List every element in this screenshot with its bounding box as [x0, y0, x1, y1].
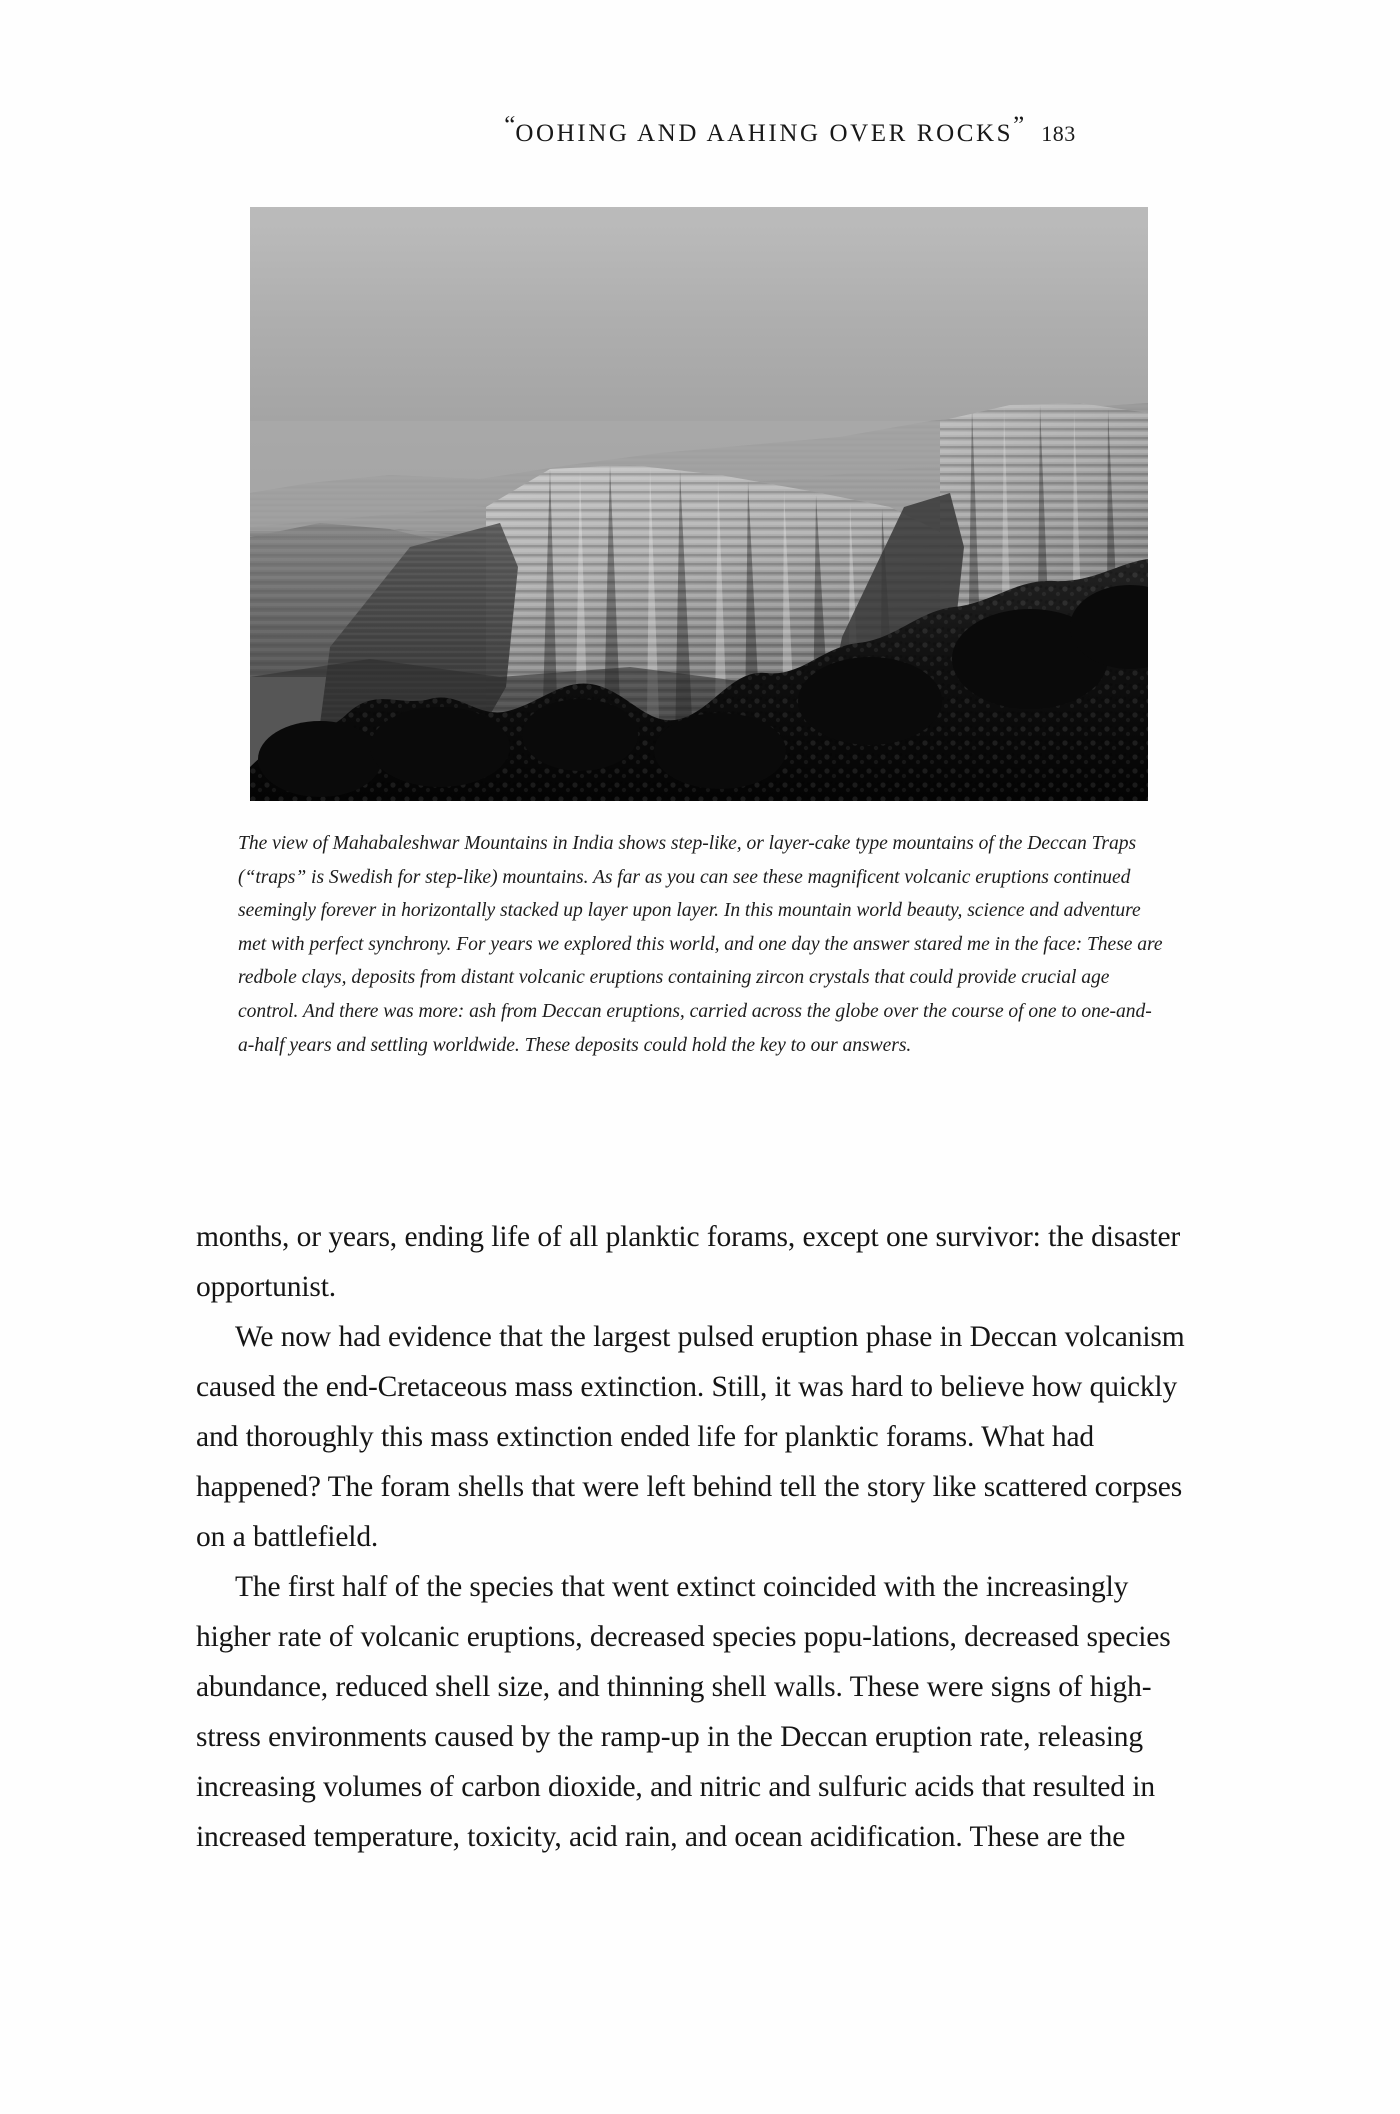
photograph-artwork	[250, 207, 1148, 801]
figure-caption: The view of Mahabaleshwar Mountains in India shows step-like, or layer-cake type mountains of the Deccan Traps (“traps” is Swedish for step-like) mountains. As far as you can see these magnificent volcanic eruptions continued seemingly forever in horizontally stacked up layer upon layer. In this mountain world beauty, science and adventure met with perfect synchrony. For years we explored this world, and one day the answer stared me in the face: These are redbole clays, deposits from distant volcanic eruptions containing zircon crystals that could provide crucial age control. And there was more: ash from Deccan eruptions, carried across the globe over the course of one to one-and-a-half years and settling worldwide. These deposits could hold the key to our answers.	[238, 833, 1163, 1056]
body-paragraph: months, or years, ending life of all planktic forams, except one survivor: the disaster opportunist.	[196, 1221, 1181, 1303]
running-head	[0, 112, 1400, 148]
open-quote-glyph: “	[504, 112, 516, 139]
photograph	[250, 207, 1148, 801]
body-paragraph: The first half of the species that went extinct coincided with the increasingly higher rate of volcanic eruptions, decreased species popu-lations, decreased species abundance, reduced shell size, and thinning shell walls. These were signs of high-stress environments caused by the ramp-up in the Deccan eruption rate, releasing increasing volumes of carbon dioxide, and nitric and sulfuric acids that resulted in increased temperature, toxicity, acid rain, and ocean acidification. These are the	[196, 1571, 1171, 1853]
running-head-inner	[504, 112, 1076, 148]
running-head-chapter-title: OOHING AND AAHING OVER ROCKS	[515, 120, 1014, 147]
page-number: 183	[1041, 121, 1076, 146]
close-quote-glyph: ”	[1013, 112, 1025, 139]
body-text-column	[196, 1212, 1186, 1862]
figure-mahabaleshwar-mountains	[250, 207, 1148, 801]
body-paragraph: We now had evidence that the largest pulsed eruption phase in Deccan volcanism caused the end-Cretaceous mass extinction. Still, it was hard to believe how quickly and thoroughly this mass extinction ended life for planktic forams. What had happened? The foram shells that were left behind tell the story like scattered corpses on a battlefield.	[196, 1321, 1185, 1553]
running-head-title	[504, 112, 1025, 147]
